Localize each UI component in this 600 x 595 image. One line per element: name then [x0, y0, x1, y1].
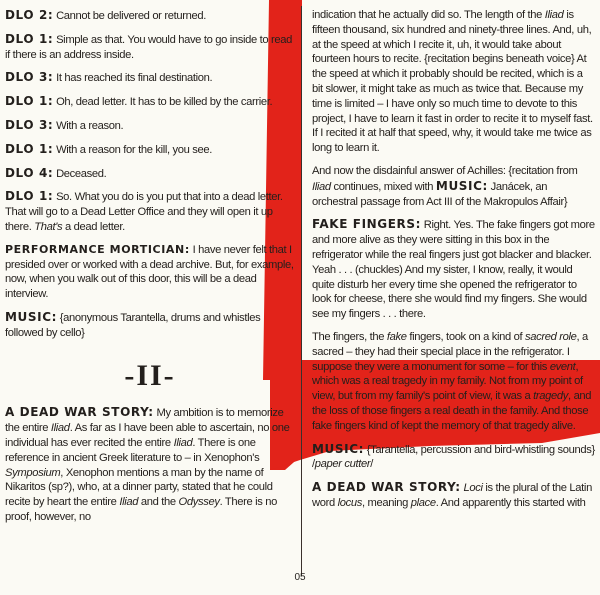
dialogue-line: DLO 4: Deceased. — [5, 165, 107, 180]
left-column — [5, 8, 295, 533]
speaker-label: DLO 1: — [5, 31, 54, 46]
dialogue-line: DLO 1: With a reason for the kill, you see. — [5, 141, 212, 156]
speaker-label: A DEAD WAR STORY: — [312, 480, 461, 495]
dialogue-line: MUSIC: {Tarantella, percussion and bird-whistling sounds} /paper cutter/ — [312, 441, 595, 471]
dialogue-line: PERFORMANCE MORTICIAN: I have never felt that I presided over or worked with a dead archive. But, for example, now, when you walk out of this door, this will be a dead interview. — [5, 242, 294, 301]
dialogue-line: MUSIC: {anonymous Tarantella, drums and whistles followed by cello} — [5, 309, 261, 339]
dialogue-line: DLO 3: It has reached its final destination. — [5, 70, 213, 85]
speaker-label: DLO 3: — [5, 70, 54, 85]
speaker-label: MUSIC: — [435, 178, 488, 193]
dialogue-line: DLO 1: Oh, dead letter. It has to be killed by the carrier. — [5, 94, 273, 109]
speaker-label: MUSIC: — [312, 441, 364, 456]
speaker-label: DLO 1: — [5, 94, 54, 109]
speaker-label: DLO 1: — [5, 141, 54, 156]
dialogue-line: A DEAD WAR STORY: Loci is the plural of the Latin word locus, meaning place. And apparently this started with — [312, 480, 592, 509]
speaker-label: DLO 3: — [5, 117, 54, 132]
dialogue-line: A DEAD WAR STORY: My ambition is to memorize the entire Iliad. As far as I have been able to ascertain, no one individual has ever recited the entire Iliad. There is one reference in ancient Greek literature to – in Xenophon's Symposium, Xenophon mentions a man by the name of Nikaritos (sp?), who, at a dinner party, stated that he could recite by heart the entire Iliad and the Odyssey. There is no proof, however, no — [5, 405, 290, 523]
column-divider — [301, 6, 302, 576]
right-column — [312, 8, 595, 519]
speaker-label: DLO 4: — [5, 165, 54, 180]
dialogue-line: DLO 1: Simple as that. You would have to go inside to read if there is an address inside. — [5, 31, 292, 61]
speaker-label: PERFORMANCE MORTICIAN: — [5, 242, 190, 256]
dialogue-line: DLO 1: So. What you do is you put that into a dead letter. That will go to a Dead Letter Office and they will open it up there. That's a dead letter. — [5, 189, 283, 233]
paragraph: The fingers, the fake fingers, took on a kind of sacred role, a sacred – they had their special place in the refrigerator. I suppose they were a monument for some – for this event, which was a real tragedy in my family. Not from my point of view, but from my family's point of view, it was a tragedy, and the loss of those fingers a real death in the family. And those fake fingers kind of kept the memory of that tragedy alive. — [312, 330, 592, 432]
speaker-label: FAKE FINGERS: — [312, 217, 422, 232]
paragraph: indication that he actually did so. The length of the Iliad is fifteen thousand, six hundred and ninety-three lines. And, uh, at the speed at which I recite it, uh, it would take about fourteen hours to recite. {recitation begins beneath voice} At the speed at which it probably should be recited, which is a bit slower, it might take as much as twice that. Because my time is limited – I have only so much time to devote to this project, I have to learn it fast in order to recite it to myself fast. If I recited it at half that speed, why, it would take me twice as long to learn it. — [312, 9, 593, 155]
dialogue-line: DLO 3: With a reason. — [5, 117, 124, 132]
section-marker: -II- — [124, 358, 176, 392]
speaker-label: MUSIC: — [5, 309, 57, 324]
paragraph: And now the disdainful answer of Achilles: {recitation from Iliad continues, mixed with MUSIC: Janácek, an orchestral passage from Act III of the Makropulos Affair} — [312, 164, 578, 208]
dialogue-line: DLO 2: Cannot be delivered or returned. — [5, 8, 206, 22]
dialogue-line: FAKE FINGERS: Right. Yes. The fake fingers got more and more alive as they were sitting in this box in the refrigerator while the real fingers just got blacker and blacker. Yeah . . . (chuckles) And my sister, I know, really, it would quite disturb her every time she opened the refrigerator to look for cheese, there she would find my fingers. She would see my fingers . . . there. — [312, 217, 595, 321]
speaker-label: DLO 1: — [5, 189, 54, 204]
page-number: 05 — [294, 572, 306, 583]
speaker-label: DLO 2: — [5, 8, 54, 22]
speaker-label: A DEAD WAR STORY: — [5, 405, 154, 420]
